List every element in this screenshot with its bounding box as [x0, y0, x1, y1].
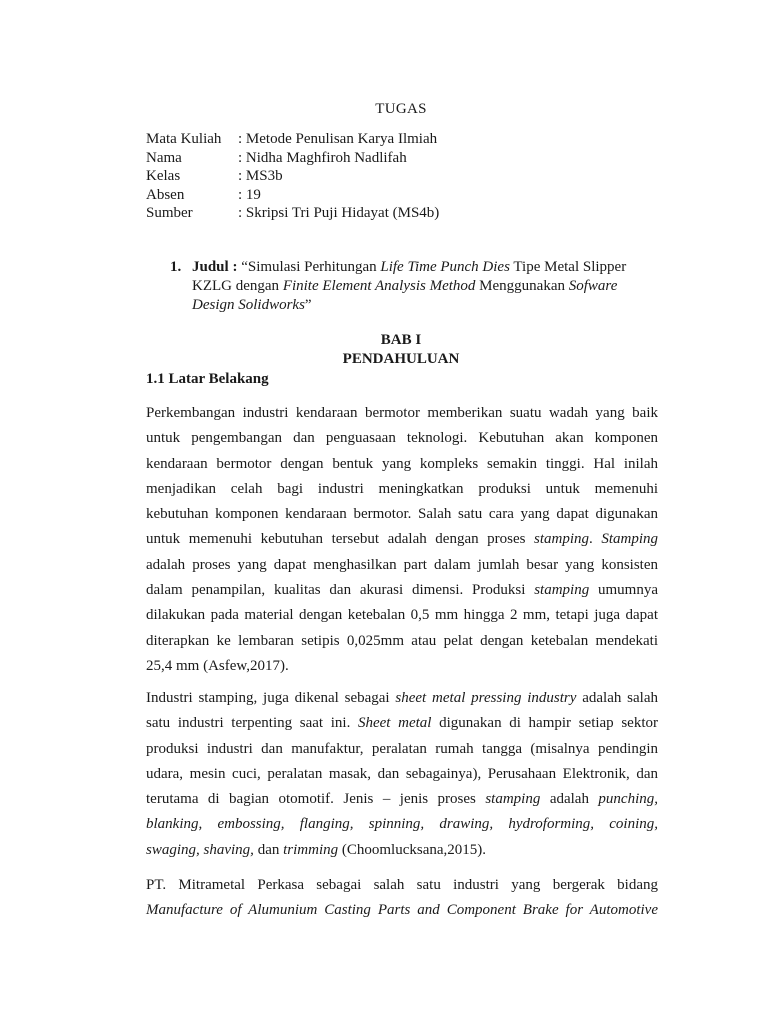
chapter-number: BAB I: [380, 332, 422, 348]
judul-text-italic: Life Time Punch Dies: [380, 259, 510, 275]
text-segment: dalam penampilan, kualitas dan akurasi dimensi. Produksi: [146, 582, 535, 599]
info-value: : Skripsi Tri Puji Hidayat (MS4b): [238, 205, 440, 221]
text-line: dilakukan pada material dengan ketebalan 0,5 mm hingga 2 mm, tetapi juga dapat: [146, 607, 658, 624]
judul-text: [192, 258, 660, 315]
judul-text-part: Tipe Metal Slipper KZLG dengan: [192, 259, 627, 294]
judul-text-italic: Finite Element Analysis Method: [282, 278, 476, 294]
text-line: untuk pengembangan dan penguasaan teknologi. Kebutuhan akan komponen: [146, 430, 658, 447]
info-label: Nama: [146, 149, 182, 166]
text-line: [146, 898, 658, 923]
text-segment: (Choomlucksana,2015).: [338, 841, 487, 858]
info-row-sumber: [146, 204, 439, 223]
judul-text-italic: Sofware Design Solidworks: [192, 278, 618, 313]
text-line: produksi industri dan manufaktur, peralatan rumah tangga (misalnya pendingin: [146, 740, 658, 757]
text-segment: .: [589, 531, 602, 548]
info-label: Absen: [146, 186, 185, 203]
judul-text-part: “Simulasi Perhitungan: [237, 259, 381, 275]
text-segment-italic: swaging, shaving,: [146, 841, 254, 858]
info-table: [146, 130, 439, 223]
text-segment: digunakan di hampir setiap sektor: [431, 715, 658, 732]
text-line: kebutuhan komponen kendaraan bermotor. Salah satu cara yang dapat digunakan: [146, 506, 658, 523]
info-value: : MS3b: [238, 168, 283, 184]
text-line: [146, 686, 658, 711]
text-segment: dan: [253, 841, 284, 858]
document-title: TUGAS: [375, 101, 427, 117]
text-line: diterapkan ke lembaran setipis 0,025mm atau pelat dengan ketebalan mendekati: [146, 632, 658, 649]
info-label: Mata Kuliah: [146, 131, 222, 147]
chapter-heading: [0, 331, 768, 369]
text-segment-italic: stamping: [534, 582, 590, 599]
judul-text-part: Menggunakan: [475, 278, 569, 294]
text-line: [146, 711, 658, 736]
text-line: [146, 527, 658, 552]
text-line: adalah proses yang dapat menghasilkan part dalam jumlah besar yang konsisten: [146, 556, 658, 573]
text-segment-italic: stamping: [534, 531, 590, 548]
text-line: [146, 812, 658, 837]
text-segment: untuk memenuhi kebutuhan tersebut adalah dengan proses: [146, 531, 535, 548]
text-line: 25,4 mm (Asfew,2017).: [146, 657, 289, 674]
text-segment: satu industri terpenting saat ini.: [146, 715, 358, 732]
paragraph-2: [146, 686, 658, 863]
text-line: [146, 787, 658, 812]
judul-text-part: ”: [304, 297, 312, 313]
text-segment-italic: Stamping: [601, 531, 658, 548]
info-row-mata-kuliah: [146, 130, 439, 149]
text-line: [146, 838, 658, 863]
text-segment: umumnya: [589, 582, 658, 599]
text-segment-italic: Manufacture of Alumunium Casting Parts and Component Brake for Automotive: [146, 902, 658, 919]
text-line: menjadikan celah bagi industri meningkatkan produksi untuk memenuhi: [146, 480, 658, 497]
info-value: : Metode Penulisan Karya Ilmiah: [238, 131, 438, 147]
text-line: [146, 578, 658, 603]
text-segment-italic: punching,: [598, 791, 658, 808]
text-line: udara, mesin cuci, peralatan masak, dan sebagainya), Perusahaan Elektronik, dan: [146, 765, 658, 782]
chapter-title: PENDAHULUAN: [342, 351, 460, 367]
info-row-nama: [146, 149, 439, 168]
text-segment-italic: Sheet metal: [357, 715, 432, 732]
paragraph-3: [146, 873, 658, 924]
text-segment: terutama di bagian otomotif. Jenis – jenis proses: [146, 791, 486, 808]
text-segment: Industri stamping, juga dikenal sebagai: [146, 690, 396, 706]
info-row-kelas: [146, 167, 439, 186]
text-segment: adalah salah: [576, 690, 658, 706]
text-segment-italic: sheet metal pressing industry: [395, 690, 577, 706]
text-line: kendaraan bermotor dengan bentuk yang kompleks semakin tinggi. Hal inilah: [146, 455, 658, 472]
list-number: 1.: [170, 259, 182, 275]
info-label: Sumber: [146, 205, 193, 221]
paragraph-1: [146, 401, 658, 679]
text-line: Perkembangan industri kendaraan bermotor memberikan suatu wadah yang baik: [146, 405, 658, 421]
text-segment-italic: stamping: [485, 791, 541, 808]
info-value: : Nidha Maghfiroh Nadlifah: [238, 149, 407, 166]
section-heading: 1.1 Latar Belakang: [146, 371, 269, 387]
info-value: : 19: [238, 186, 261, 203]
text-line: PT. Mitrametal Perkasa sebagai salah satu industri yang bergerak bidang: [146, 877, 658, 893]
text-segment-italic: blanking, embossing, flanging, spinning, drawing, hydroforming, coining,: [146, 816, 658, 833]
judul-label: Judul :: [192, 259, 238, 275]
info-label: Kelas: [146, 168, 181, 184]
text-segment: adalah: [540, 791, 599, 808]
text-segment-italic: trimming: [283, 841, 339, 858]
info-row-absen: [146, 186, 439, 205]
judul-list-item: [170, 258, 660, 315]
